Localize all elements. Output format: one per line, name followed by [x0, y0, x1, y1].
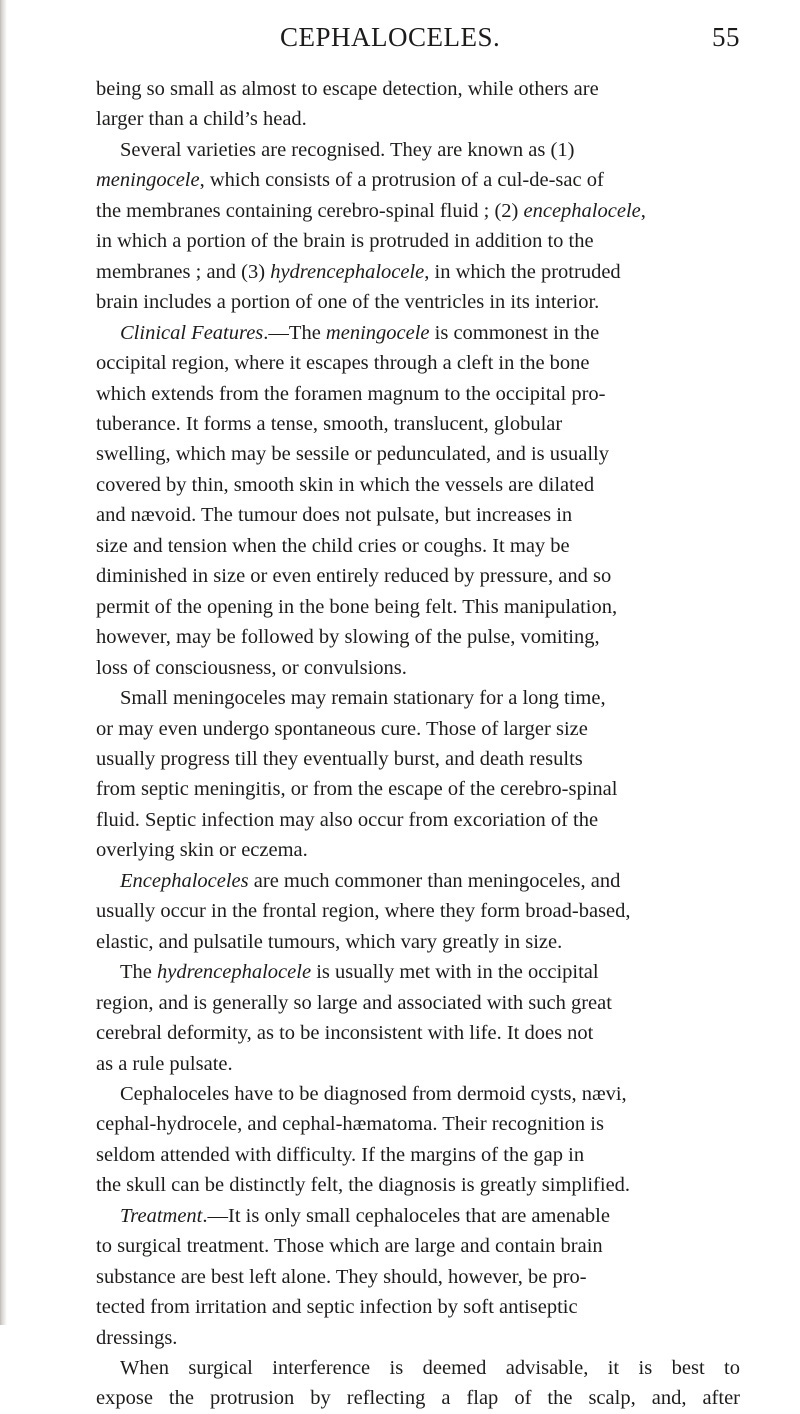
text-run: or may even undergo spontaneous cure. Those of larger size: [96, 717, 588, 740]
text-run: dressings.: [96, 1326, 178, 1349]
italic-term: hydrencephalocele: [157, 961, 312, 984]
text-run: When surgical interference is deemed advisable, it is best to: [120, 1357, 740, 1380]
text-run: membranes ; and (3): [96, 260, 271, 283]
italic-term: encephalocele: [523, 199, 641, 222]
text-run: swelling, which may be sessile or pedunculated, and is usually: [96, 443, 609, 466]
text-run: expose the protrusion by reflecting a flap of the scalp, and, after: [96, 1387, 740, 1410]
text-run: being so small as almost to escape detection, while others are: [96, 78, 599, 100]
book-spine-shadow: [0, 0, 7, 1325]
text-run: loss of consciousness, or convulsions.: [96, 656, 407, 679]
text-run: is commonest in the: [429, 321, 600, 344]
text-run: and nævoid. The tumour does not pulsate, but increases in: [96, 504, 573, 527]
text-run: , in which the protruded: [424, 260, 621, 283]
text-run: cephal-hydrocele, and cephal-hæmatoma. Their recognition is: [96, 1113, 604, 1136]
text-run: tuberance. It forms a tense, smooth, translucent, globular: [96, 412, 563, 435]
paragraph: [96, 74, 740, 135]
text-run: substance are best left alone. They should, however, be pro-: [96, 1265, 587, 1288]
text-run: the membranes containing cerebro-spinal fluid ; (2): [96, 199, 524, 222]
paragraph: [96, 1201, 740, 1353]
text-run: fluid. Septic infection may also occur from excoriation of the: [96, 808, 599, 831]
text-run: cerebral deformity, as to be inconsistent with life. It does not: [96, 1022, 594, 1045]
paragraph: [96, 135, 740, 318]
text-run: is usually met with in the occipital: [311, 961, 599, 984]
italic-term: Treatment: [120, 1204, 203, 1227]
text-run: .—It is only small cephaloceles that are amenable: [202, 1204, 610, 1227]
text-run: region, and is generally so large and associated with such great: [96, 991, 612, 1014]
text-run: brain includes a portion of one of the ventricles in its interior.: [96, 291, 600, 314]
text-run: usually progress till they eventually burst, and death results: [96, 747, 583, 770]
text-run: The: [120, 961, 157, 984]
text-run: the skull can be distinctly felt, the diagnosis is greatly simplified.: [96, 1174, 631, 1197]
italic-term: hydrencephalocele: [270, 260, 425, 283]
text-run: Several varieties are recognised. They are known as (1): [120, 138, 575, 161]
paragraph: [96, 683, 740, 866]
text-run: from septic meningitis, or from the escape of the cerebro-spinal: [96, 778, 618, 801]
paragraph: [96, 957, 740, 1079]
text-run: elastic, and pulsatile tumours, which vary greatly in size.: [96, 930, 563, 953]
italic-term: meningocele: [325, 321, 430, 344]
paragraph: [96, 1353, 740, 1414]
running-title: CEPHALOCELES.: [280, 22, 501, 52]
page-number: 55: [712, 22, 740, 52]
italic-term: meningocele: [96, 169, 200, 192]
text-run: usually occur in the frontal region, where they form broad-based,: [96, 900, 631, 923]
body-text: [96, 74, 740, 1414]
text-run: diminished in size or even entirely reduced by pressure, and so: [96, 565, 612, 588]
text-run: as a rule pulsate.: [96, 1052, 233, 1075]
text-run: occipital region, where it escapes through a cleft in the bone: [96, 352, 590, 375]
paragraph: [96, 1079, 740, 1201]
text-run: seldom attended with difficulty. If the margins of the gap in: [96, 1143, 585, 1166]
text-run: are much commoner than meningoceles, and: [248, 869, 621, 892]
text-run: to surgical treatment. Those which are large and contain brain: [96, 1235, 603, 1258]
text-run: larger than a child’s head.: [96, 108, 307, 131]
text-run: Small meningoceles may remain stationary for a long time,: [120, 687, 606, 710]
running-head: [96, 22, 740, 58]
text-run: ,: [640, 199, 646, 222]
text-run: , which consists of a protrusion of a cul-de-sac of: [199, 169, 604, 192]
text-run: .—The: [263, 321, 326, 344]
text-run: overlying skin or eczema.: [96, 839, 308, 862]
paragraph: [96, 318, 740, 683]
text-run: however, may be followed by slowing of the pulse, vomiting,: [96, 626, 600, 649]
text-run: permit of the opening in the bone being felt. This manipulation,: [96, 595, 618, 618]
italic-term: Encephaloceles: [120, 869, 249, 892]
text-run: tected from irritation and septic infection by soft antiseptic: [96, 1296, 578, 1319]
text-run: which extends from the foramen magnum to the occipital pro-: [96, 382, 606, 405]
text-run: in which a portion of the brain is protruded in addition to the: [96, 230, 594, 253]
text-run: covered by thin, smooth skin in which the vessels are dilated: [96, 473, 595, 496]
italic-term: Clinical Features: [120, 321, 264, 344]
text-run: size and tension when the child cries or coughs. It may be: [96, 534, 570, 557]
paragraph: [96, 866, 740, 957]
text-run: Cephaloceles have to be diagnosed from dermoid cysts, nævi,: [120, 1082, 627, 1105]
